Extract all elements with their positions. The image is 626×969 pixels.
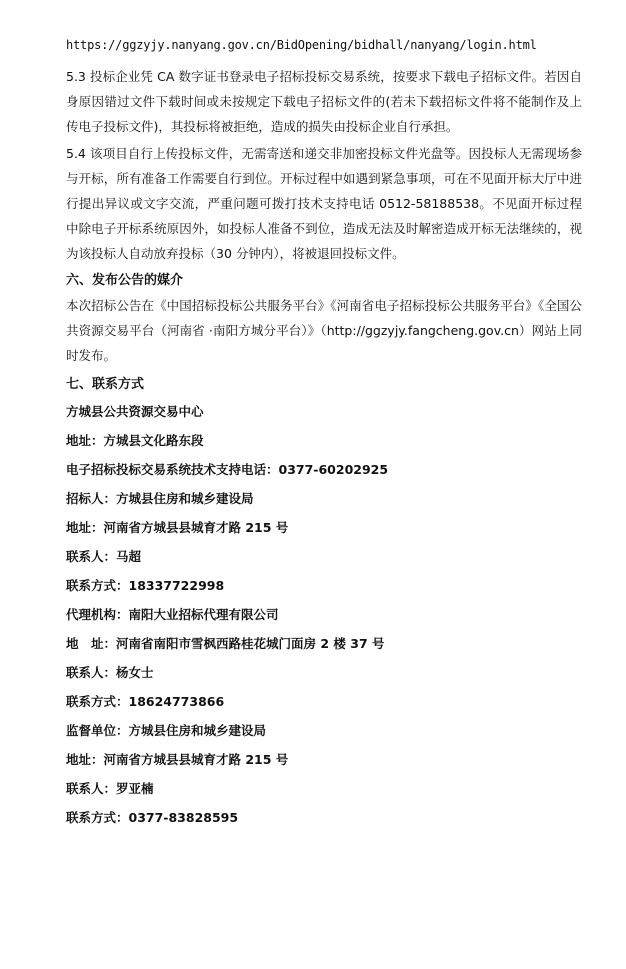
contact-line: 招标人：方城县住房和城乡建设局 <box>66 491 254 506</box>
contact-line: 地址：方城县文化路东段 <box>66 433 204 448</box>
contact-line: 地址：河南省方城县县城育才路 215 号 <box>66 752 289 767</box>
contact-line: 联系方式：18624773866 <box>66 694 225 709</box>
contact-line: 联系方式：18337722998 <box>66 578 225 593</box>
section-7-title: 七、联系方式 <box>66 377 145 392</box>
contact-line: 电子招标投标交易系统技术支持电话：0377-60202925 <box>66 462 389 477</box>
contact-line: 代理机构：南阳大业招标代理有限公司 <box>66 607 279 622</box>
contact-line: 监督单位：方城县住房和城乡建设局 <box>66 723 267 738</box>
contact-line: 联系方式：0377-83828595 <box>66 810 239 825</box>
contact-line: 联系人：马超 <box>66 549 142 564</box>
contact-line: 地址：河南省方城县县城育才路 215 号 <box>66 520 289 535</box>
contact-line: 联系人：杨女士 <box>66 665 154 680</box>
section-6-title: 六、发布公告的媒介 <box>66 273 184 288</box>
contact-line: 方城县公共资源交易中心 <box>66 404 204 419</box>
contact-line: 联系人：罗亚楠 <box>66 781 154 796</box>
contact-list <box>66 397 582 832</box>
clause-5-4: 5.4 该项目自行上传投标文件，无需寄送和递交非加密投标文件光盘等。因投标人无需现场参与开标，所有准备工作需要自行到位。开标过程中如遇到紧急事项，可在不见面开标大厅中进行提出异议或文字交流，严重问题可拨打技术支持电话 0512-58188538。不见面开标过程中除电子开标系统原因外，如投标人准备不到位，造成无法及时解密造成开标无法继续的，视为该投标人自动放弃投标（30 分钟内），将被退回投标文件。 <box>66 146 582 261</box>
bid-hall-url: https://ggzyjy.nanyang.gov.cn/BidOpening/bidhall/nanyang/login.html <box>66 38 537 52</box>
clause-5-3: 5.3 投标企业凭 CA 数字证书登录电子招标投标交易系统，按要求下载电子招标文件。若因自身原因错过文件下载时间或未按规定下载电子招标文件的(若未下载招标文件将不能制作及上传电子投标文件)，其投标将被拒绝，造成的损失由投标企业自行承担。 <box>66 69 582 134</box>
contact-line: 地 址：河南省南阳市雪枫西路桂花城门面房 2 楼 37 号 <box>66 636 385 651</box>
section-6-text: 本次招标公告在《中国招标投标公共服务平台》《河南省电子招标投标公共服务平台》《全国公共资源交易平台（河南省 ·南阳方城分平台）》（http://ggzyjy.fangcheng.gov.cn）网站上同时发布。 <box>66 298 582 363</box>
